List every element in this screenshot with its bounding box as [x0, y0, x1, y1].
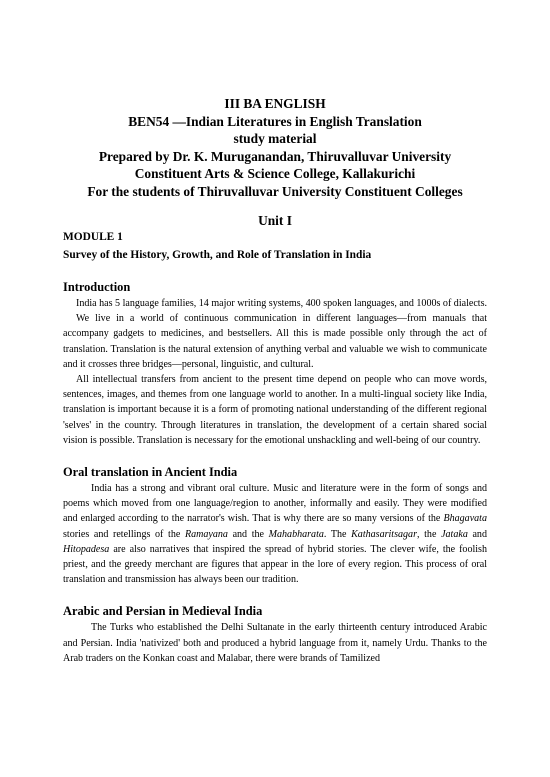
- introduction-paragraph-3: All intellectual transfers from ancient to the present time depend on people who can move words, sentences, images, and themes from one language world to another. In a multi-lingual society like India, translation is important because it is a form of promoting national understanding of the different regional 'selves' in the country. Through literatures in translation, the development of a certain shared social vision is possible. Translation is necessary for the emotional unshackling and well-being of our country.: [63, 374, 487, 446]
- oral-text-2: stories and retellings of the: [63, 528, 185, 540]
- oral-translation-section: [63, 465, 487, 587]
- unit-title: Unit I: [258, 213, 292, 228]
- audience-line: For the students of Thiruvalluvar University Constituent Colleges: [87, 183, 463, 199]
- oral-text-6: and: [467, 528, 487, 540]
- oral-text-4: . The: [323, 528, 352, 540]
- introduction-section: [63, 280, 487, 448]
- introduction-paragraph-2: We live in a world of continuous communication in different languages—from manuals that accompany gadgets to medicines, and bestsellers. All this is made possible only through the act of translation. Translation is the natural extension of anything verbal and valuable we wish to communicate and it crosses three bridges—personal, linguistic, and cultural.: [63, 313, 487, 370]
- arabic-persian-section: [63, 604, 487, 666]
- title-ramayana: Ramayana: [184, 528, 228, 540]
- author-line: Prepared by Dr. K. Muruganandan, Thiruvalluvar University: [98, 148, 452, 164]
- title-kathasaritsagar: Kathasaritsagar: [351, 528, 417, 540]
- course-level: III BA ENGLISH: [224, 96, 326, 111]
- oral-text-5: , the: [417, 528, 442, 540]
- material-type: study material: [233, 131, 317, 146]
- title-jataka: Jataka: [441, 528, 468, 540]
- title-hitopadesa: Hitopadesa: [63, 543, 110, 555]
- oral-text-3: and the: [227, 528, 269, 540]
- title-bhagavata: Bhagavata: [443, 513, 487, 525]
- oral-translation-heading: Oral translation in Ancient India: [63, 465, 238, 480]
- module-title: MODULE 1: [63, 231, 123, 243]
- course-title: BEN54 —Indian Literatures in English Translation: [128, 113, 422, 129]
- college-line: Constituent Arts & Science College, Kallakurichi: [134, 166, 416, 181]
- arabic-persian-paragraph: The Turks who established the Delhi Sultanate in the early thirteenth century introduced Arabic and Persian. India 'nativized' both and produced a hybrid language from it, namely Urdu. Thanks to the Arab traders on the Konkan coast and Malabar, there were brands of Tamilized: [63, 622, 487, 664]
- arabic-persian-heading: Arabic and Persian in Medieval India: [63, 604, 263, 619]
- title-mahabharata: Mahabharata: [268, 528, 324, 540]
- document-header: [63, 95, 487, 200]
- oral-text-1: India has a strong and vibrant oral culture. Music and literature were in the form of songs and poems which moved from one language/region to another, informally and easily. They were modified and enlarged according to the narrator's wish. That is why there are so many versions of the: [63, 483, 487, 525]
- oral-translation-paragraph: [63, 481, 487, 587]
- introduction-paragraph-1: India has 5 language families, 14 major writing systems, 400 spoken languages, and 1000s of dialects.: [76, 298, 487, 309]
- survey-title: Survey of the History, Growth, and Role of Translation in India: [63, 249, 372, 261]
- introduction-heading: Introduction: [63, 280, 131, 294]
- oral-text-7: are also narratives that inspired the spread of hybrid stories. The clever wife, the foolish priest, and the greedy merchant are figures that appear in the lore of every region. This process of oral translation and transmission has always been our tradition.: [63, 543, 487, 586]
